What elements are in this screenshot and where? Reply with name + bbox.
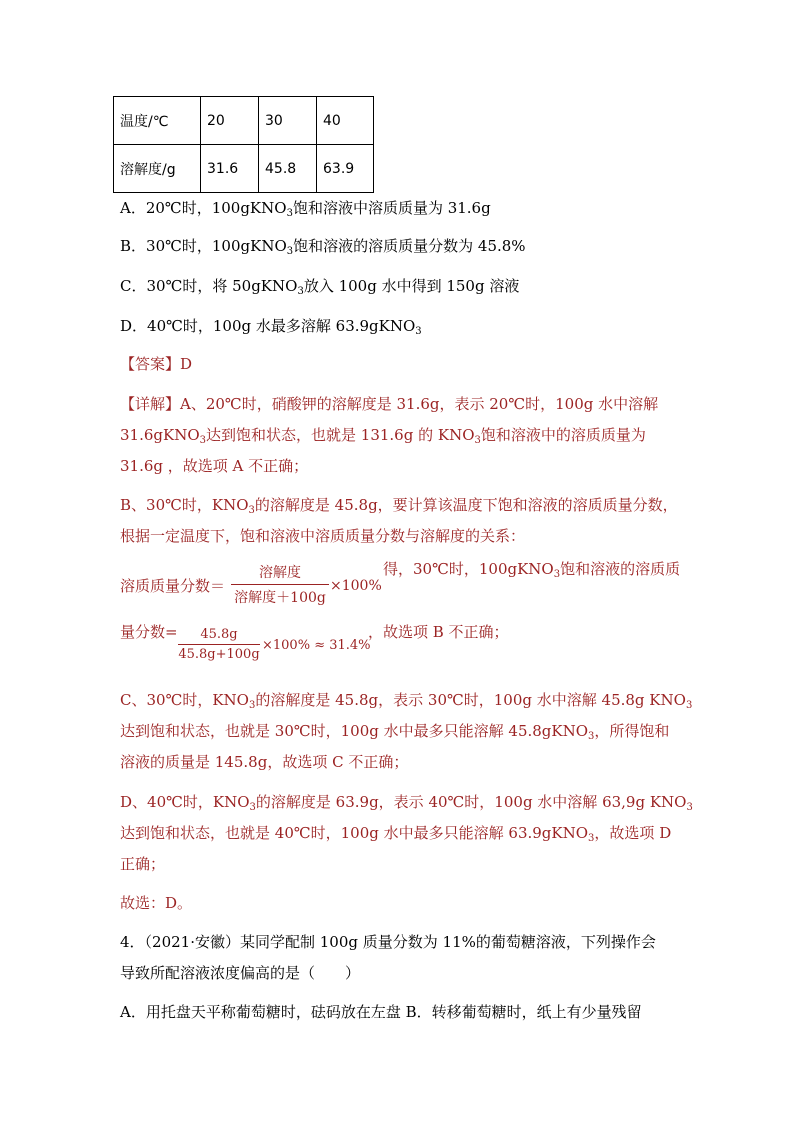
option-b: B．30℃时，100gKNO$_3$饱和溶液的溶质质量分数为 45.8% — [120, 237, 526, 257]
option-a: A．20℃时，100gKNO$_3$饱和溶液中溶质质量为 31.6g — [120, 199, 491, 219]
answer: 【答案】D — [120, 355, 193, 373]
table-header-solubility: 溶解度/g — [114, 145, 201, 193]
calc-tail: ×100% ≈ 31.4% — [262, 638, 371, 653]
solubility-table — [113, 96, 374, 193]
detail-d-line1: D、40℃时，$KNO_3$的溶解度是 63.9g，表示 40℃时，100g 水中溶解 63,9g $KNO_3$ — [120, 793, 693, 813]
detail-b-line2: 根据一定温度下，饱和溶液中溶质质量分数与溶解度的关系： — [120, 527, 526, 545]
detail-b-line4-suffix: ，故选项 B 不正确； — [368, 623, 509, 641]
q4-option-b: B．转移葡萄糖时，纸上有少量残留 — [405, 1003, 642, 1021]
table-cell: 40 — [317, 97, 374, 145]
conclusion: 故选：D。 — [120, 894, 193, 912]
detail-b-line1: B、30℃时，$KNO_3$的溶解度是 45.8g，要计算该温度下饱和溶液的溶质质量分数， — [120, 496, 678, 516]
formula-numerator: 溶解度 — [259, 565, 301, 581]
q4-option-a: A．用托盘天平称葡萄糖时，砝码放在左盘 — [120, 1003, 401, 1021]
option-d: D．40℃时，100g 水最多溶解 63.9gKNO$_3$ — [120, 317, 422, 337]
formula-fraction — [231, 562, 329, 607]
detail-a-line1: 【详解】A、20℃时，硝酸钾的溶解度是 31.6g，表示 20℃时，100g 水中溶解 — [120, 395, 659, 413]
question-4-line2: 导致所配溶液浓度偏高的是（ ） — [120, 964, 361, 982]
table-cell: 45.8 — [259, 145, 317, 193]
detail-a-line2: 31.6gKNO$_3$达到饱和状态，也就是 131.6g 的 $KNO_3$饱和溶液中的溶质质量为 — [120, 426, 646, 446]
calc-denominator: 45.8g+100g — [178, 647, 260, 662]
detail-c-line1: C、30℃时，$KNO_3$的溶解度是 45.8g，表示 30℃时，100g 水中溶解 45.8g $KNO_3$ — [120, 691, 693, 711]
formula-lhs: 溶质质量分数＝ — [120, 577, 226, 595]
detail-a-line3: 31.6g ，故选项 A 不正确； — [120, 457, 309, 475]
detail-d-line2: 达到饱和状态，也就是 40℃时，100g 水中最多只能溶解 63.9gKNO$_3$，故选项 D — [120, 824, 672, 844]
formula-times: ×100% — [330, 578, 382, 594]
calc-numerator: 45.8g — [200, 627, 238, 642]
detail-b-line3: 得，30℃时，100gKNO$_3$饱和溶液的溶质质 — [383, 560, 681, 580]
calc-fraction — [178, 627, 260, 662]
detail-c-line2: 达到饱和状态，也就是 30℃时，100g 水中最多只能溶解 45.8gKNO$_3$，所得饱和 — [120, 722, 670, 742]
detail-b-line4-prefix: 量分数= — [120, 623, 178, 641]
question-4-line1: 4．（2021·安徽）某同学配制 100g 质量分数为 11%的葡萄糖溶液，下列操作会 — [120, 933, 656, 951]
option-c: C．30℃时，将 50gKNO$_3$放入 100g 水中得到 150g 溶液 — [120, 277, 520, 297]
table-header-temperature: 温度/℃ — [114, 97, 201, 145]
question-4-options — [120, 1002, 642, 1022]
table-cell: 30 — [259, 97, 317, 145]
table-cell: 31.6 — [201, 145, 259, 193]
detail-c-line3: 溶液的质量是 145.8g，故选项 C 不正确； — [120, 753, 409, 771]
detail-d-line3: 正确； — [120, 855, 166, 873]
formula-denominator: 溶解度＋100g — [234, 590, 326, 606]
table-cell: 20 — [201, 97, 259, 145]
table-cell: 63.9 — [317, 145, 374, 193]
